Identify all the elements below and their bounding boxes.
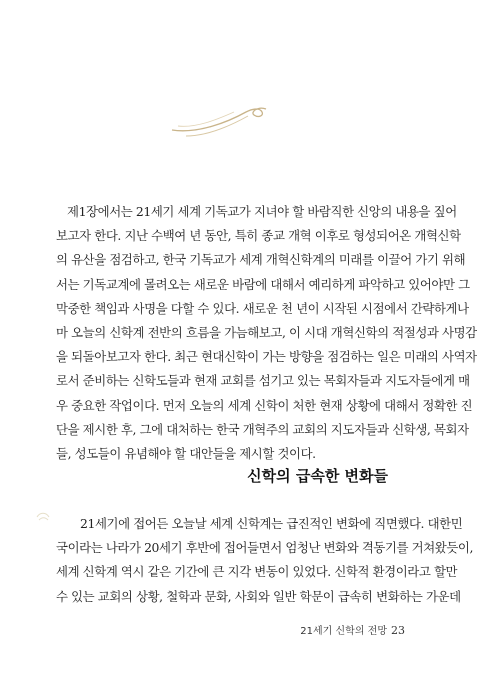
text-line: 우 중요한 작업이다. 먼저 오늘의 세계 신학이 처한 현재 상황에 대해서 정확한 진 <box>56 397 473 413</box>
margin-mark <box>36 511 50 523</box>
text-line: 들, 성도들이 유념해야 할 대안들을 제시할 것이다. <box>56 445 316 461</box>
flourish-ornament <box>168 100 272 140</box>
text-line: 마 오늘의 신학계 전반의 흐름을 가늠해보고, 이 시대 개혁신학의 적절성과 사명감 <box>56 324 477 340</box>
text-line: 보고자 한다. 지난 수백여 년 동안, 특히 종교 개혁 이후로 형성되어온 개혁신학 <box>56 228 461 244</box>
text-line: 막중한 책임과 사명을 다할 수 있다. 새로운 천 년이 시작된 시점에서 간략하게나 <box>56 300 469 316</box>
text-line: 로서 준비하는 신학도들과 현재 교회를 섬기고 있는 목회자들과 지도자들에게 매 <box>56 373 470 389</box>
text-line: 세계 신학계 역시 같은 기간에 큰 지각 변동이 있었다. 신학적 환경이라고 할만 <box>56 564 458 580</box>
text-line: 제1장에서는 21세기 세계 기독교가 지녀야 할 바람직한 신앙의 내용을 짚어 <box>67 204 457 219</box>
text-line: 서는 기독교계에 몰려오는 새로운 바람에 대해서 예리하게 파악하고 있어야만 그 <box>56 276 470 292</box>
section-heading: 신학의 급속한 변화들 <box>247 467 388 485</box>
text-line: 단을 제시한 후, 그에 대처하는 한국 개혁주의 교회의 지도자들과 신학생, 목회자 <box>56 421 469 437</box>
running-title: 21세기 신학의 전망 <box>300 626 387 637</box>
body-paragraph-2 <box>56 512 474 609</box>
page-footer <box>300 622 405 637</box>
text-line: 21세기에 접어든 오늘날 세계 신학계는 급진적인 변화에 직면했다. 대한민 <box>80 516 463 531</box>
page-number: 23 <box>391 624 405 637</box>
text-line: 을 되돌아보고자 한다. 최근 현대신학이 가는 방향을 점검하는 일은 미래의 사역자 <box>56 349 477 365</box>
text-line: 의 유산을 점검하고, 한국 기독교가 세계 개혁신학계의 미래를 이끌어 가기 위해 <box>56 252 466 268</box>
body-paragraph-1 <box>56 200 477 466</box>
text-line: 국이라는 나라가 20세기 후반에 접어들면서 엄청난 변화와 격동기를 거쳐왔듯이, <box>56 540 474 556</box>
text-line: 수 있는 교회의 상황, 철학과 문화, 사회와 일반 학문이 급속히 변화하는 가운데 <box>56 588 461 604</box>
